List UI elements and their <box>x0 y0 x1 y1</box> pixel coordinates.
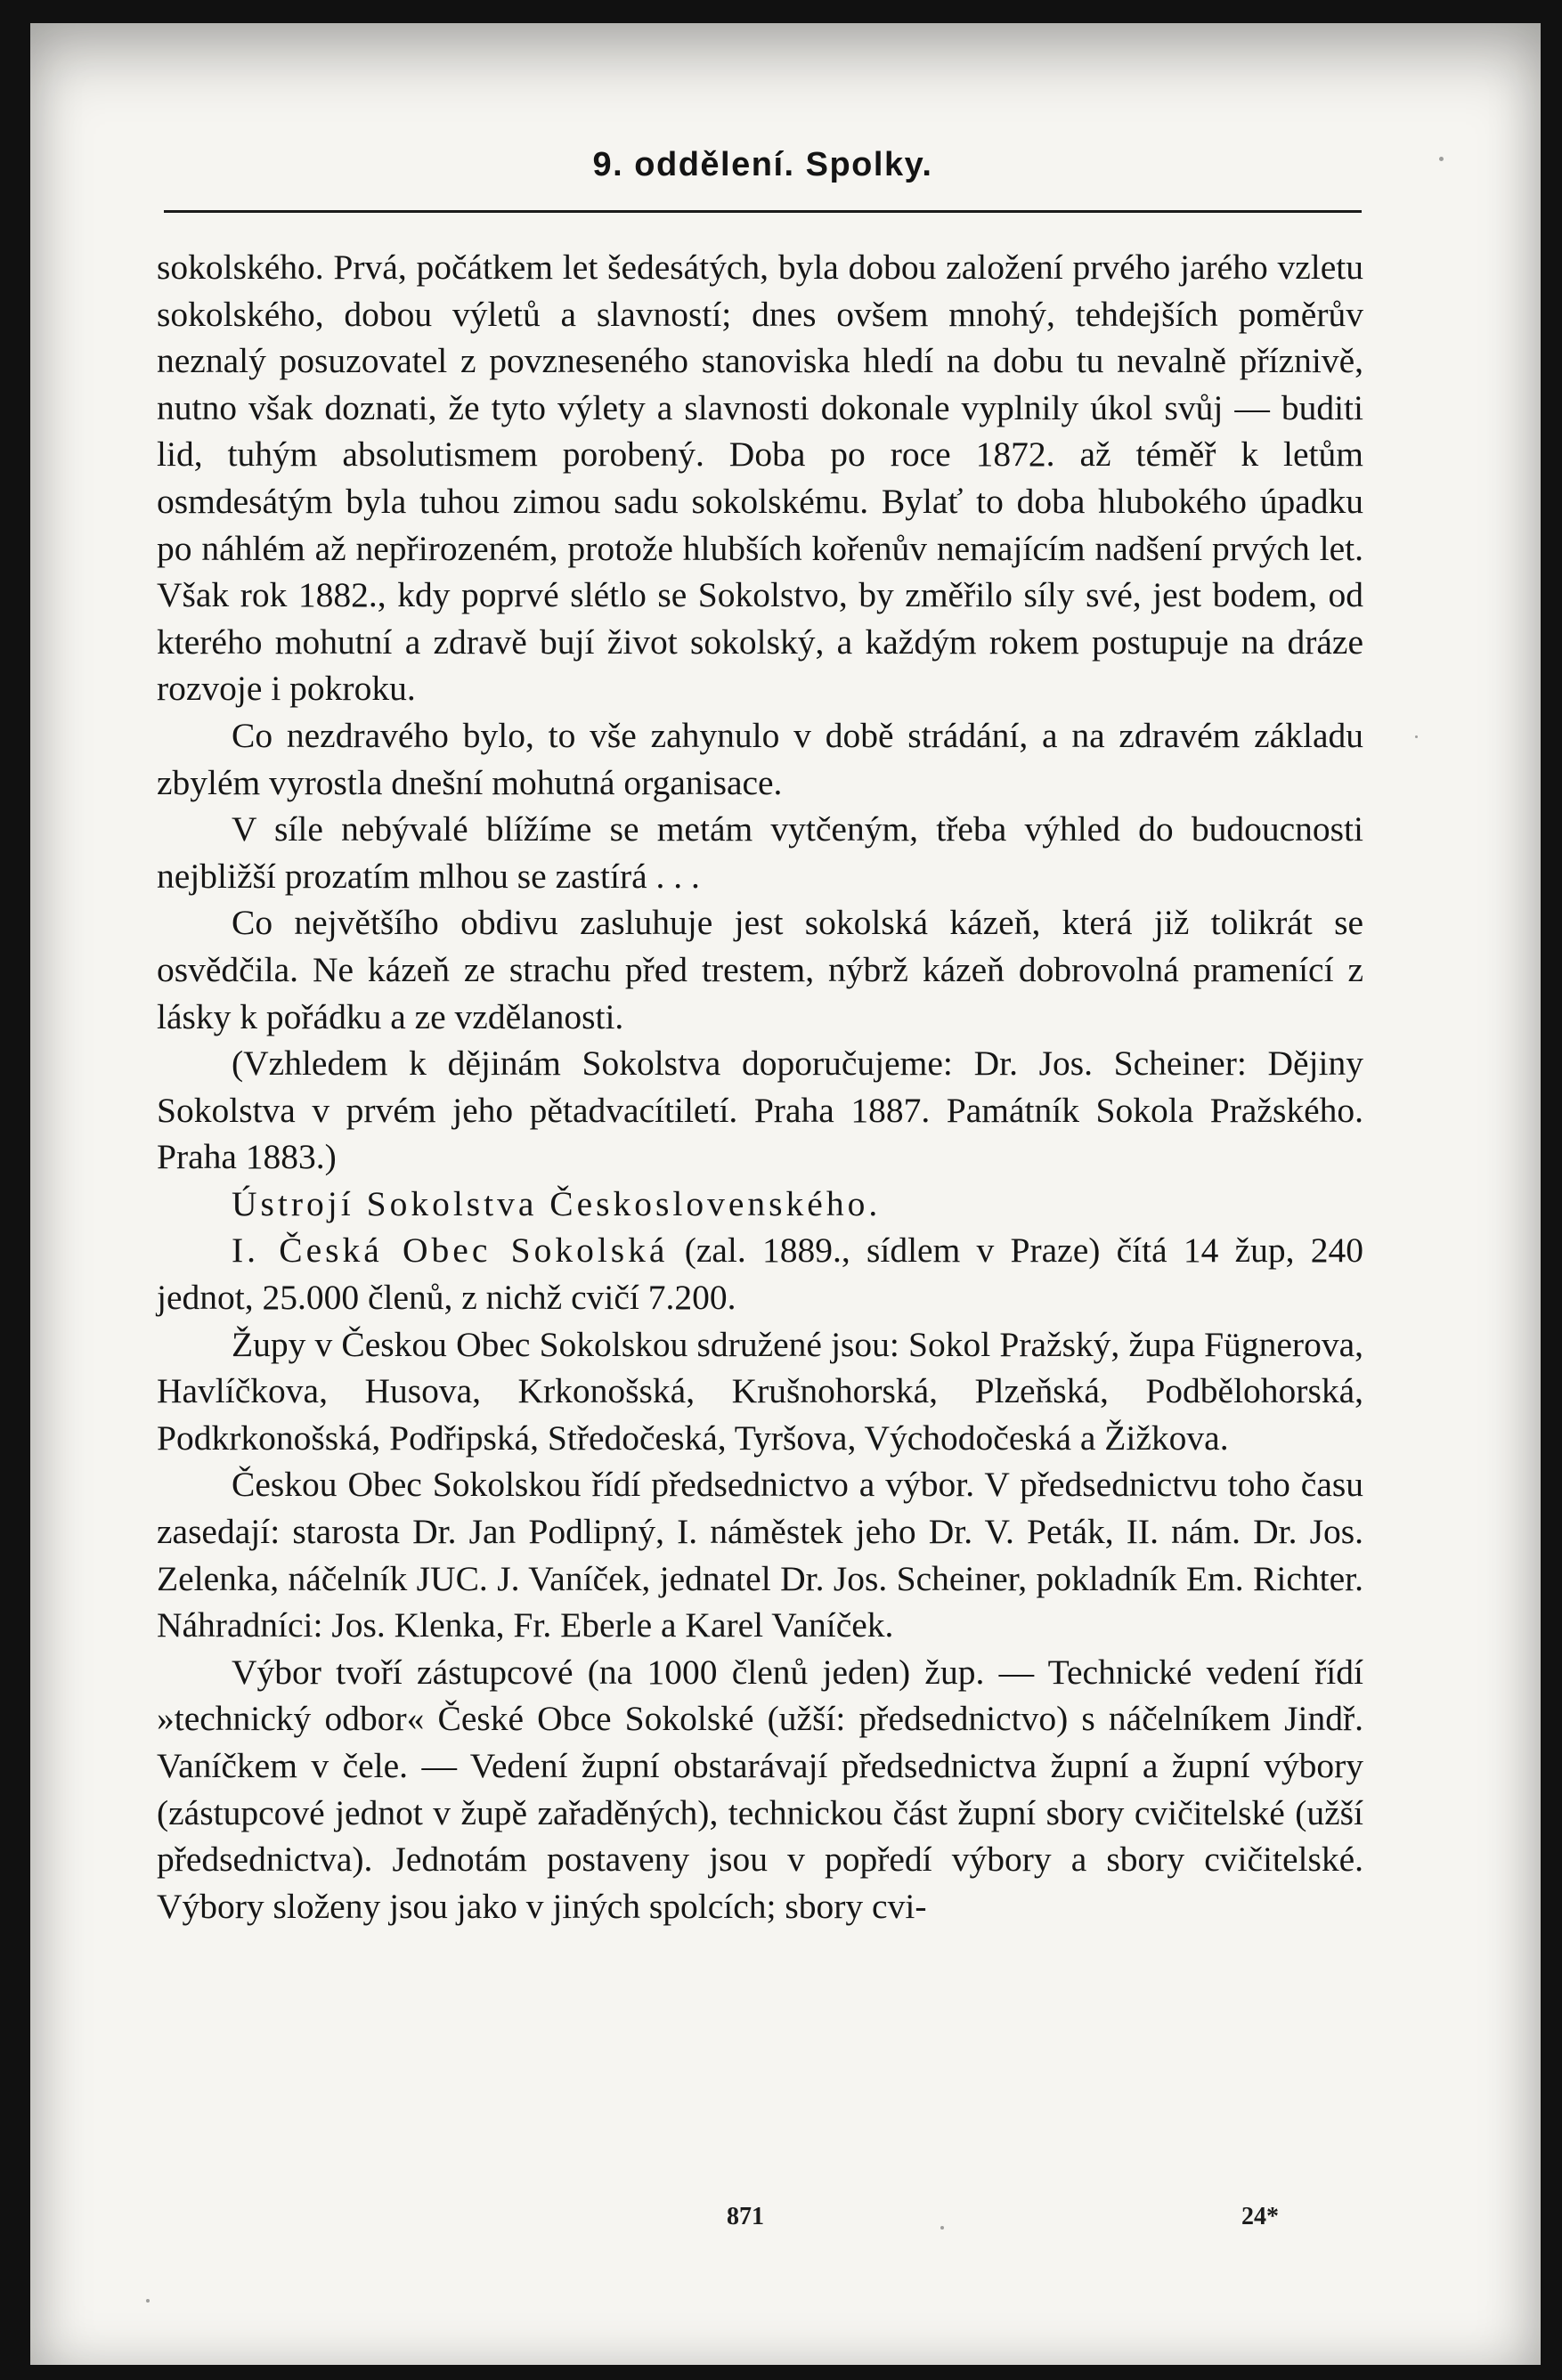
item-text: (zal. 1889., sídlem v Praze) čítá 14 žup, 240 jednot, 25.000 členů, z nichž cvičí 7.200. <box>157 1231 1363 1318</box>
section-heading: Ústrojí Sokolstva Československého. <box>232 1183 882 1223</box>
paragraph-sokol-history: sokolského. Prvá, počátkem let šedesátých, byla dobou založení prvého jarého vzletu sokolského, dobou výletů a slavností; dnes ovšem mnohý, tehdejších poměrův neznalý posuzovatel z povzneseného stanoviska hledí na dobu tu nevalně příznivě, nutno však doznati, že tyto výlety a slavnosti dokonale vyplnily úkol svůj — buditi lid, tuhým absolutismem porobený. Doba po roce 1872. až téměř k letům osmdesátým byla tuhou zimou sadu sokolskému. Bylať to doba hlubokého úpadku po náhlém až nepřirozeném, protože hlubších kořenův nemajícím nadšení prvých let. Však rok 1882., kdy poprvé slétlo se Sokolstvo, by změřilo síly své, jest bodem, od kterého mohutní a zdravě bují život sokolský, a každým rokem postupuje na dráze rozvoje i pokroku. <box>157 248 1363 709</box>
paragraph-zupy: Župy v Českou Obec Sokolskou sdružené jsou: Sokol Pražský, župa Fügnerova, Havlíčkova, Husova, Krkonošská, Krušnohorská, Plzeňská, Podbělohorská, Podkrkonošská, Podřipská, Středočeská, Tyršova, Východočeská a Žižkova. <box>157 1324 1363 1458</box>
paragraph-organisation: Co nezdravého bylo, to vše zahynulo v době strádání, a na zdravém základu zbylém vyrostla dnešní mohutná organisace. <box>157 715 1363 802</box>
paragraph-vybor: Výbor tvoří zástupcové (na 1000 členů jeden) žup. — Technické vedení řídí »technický odbor« České Obce Sokolské (užší: předsednictvo) s náčelníkem Jindř. Vaníčkem v čele. — Vedení župní obstarávají předsednictva župní a župní výbory (zástupcové jednot v župě zařaděných), technickou část župní sbory cvičitelské (užší předsednictva). Jednotám postaveny jsou v popředí výbory a sbory cvičitelské. Výbory složeny jsou jako v jiných spolcích; sbory cvi- <box>157 1652 1363 1926</box>
scan-speck <box>146 2299 150 2303</box>
paragraph-references: (Vzhledem k dějinám Sokolstva doporučujeme: Dr. Jos. Scheiner: Dějiny Sokolstva v prvém jeho pětadvacítiletí. Praha 1887. Památník Sokola Pražského. Praha 1883.) <box>157 1044 1363 1177</box>
item-label: I. Česká Obec Sokolská <box>232 1231 669 1271</box>
paragraph-predsednictvo: Českou Obec Sokolskou řídí předsednictvo a výbor. V předsednictvu toho času zasedají: starosta Dr. Jan Podlipný, I. náměstek jeho Dr. V. Peták, II. nám. Dr. Jos. Zelenka, náčelník JUC. J. Vaníček, jednatel Dr. Jos. Scheiner, pokladník Em. Richter. Náhradníci: Jos. Klenka, Fr. Eberle a Karel Vaníček. <box>157 1465 1363 1645</box>
signature-mark: 24* <box>1241 2203 1279 2230</box>
paragraph-future: V síle nebývalé blížíme se metám vytčeným, třeba výhled do budoucnosti nejbližší prozatím mlhou se zastírá . . . <box>157 809 1363 896</box>
scan-speck <box>940 2226 944 2230</box>
scan-speck <box>1439 157 1444 161</box>
scan-speck <box>1415 735 1418 738</box>
paragraph-discipline: Co největšího obdivu zasluhuje jest sokolská kázeň, která již tolikrát se osvědčila. Ne kázeň ze strachu před trestem, nýbrž kázeň dobrovolná pramenící z lásky k pořádku a ze vzdělanosti. <box>157 903 1363 1036</box>
page-body <box>157 244 1363 1929</box>
header-title: 9. oddělení. Spolky. <box>592 146 933 183</box>
book-page <box>30 23 1541 2365</box>
page-footer <box>30 2203 1541 2256</box>
running-header <box>164 130 1362 213</box>
page-number: 871 <box>727 2203 764 2230</box>
paragraph-ceska-obec <box>157 1227 1363 1320</box>
